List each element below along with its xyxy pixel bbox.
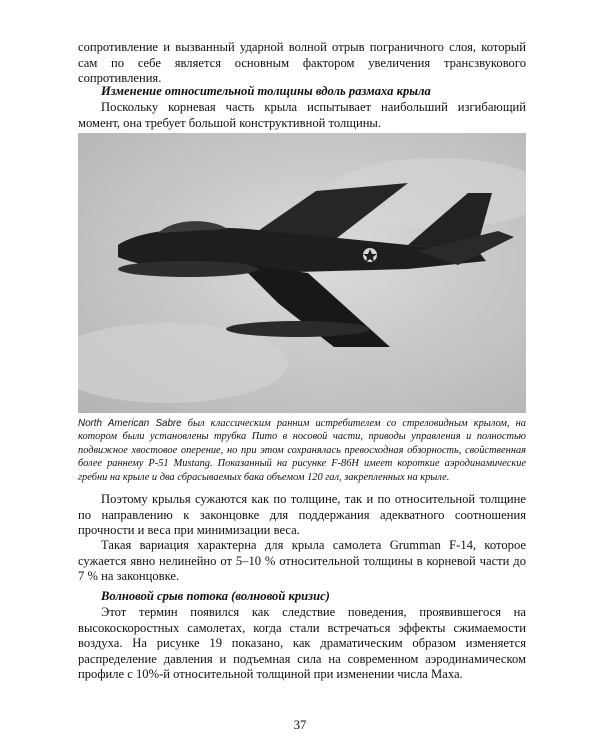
figure-caption bbox=[78, 417, 526, 484]
intro-paragraph: сопротивление и вызванный ударной волной отрыв пограничного слоя, который сам по себе является основным фактором увеличения трансзвукового сопротивления. bbox=[78, 40, 526, 86]
caption-text: был классическим ранним истребителем со стреловидным крылом, на котором были установлены трубка Пито в носовой части, приводы управления и полностью подвижное хвостовое оперение, но при этом сохранялась превосходная обзорность, свойственная более раннему P-51 Mustang. Показанный на рисунке F-86H имеет короткие аэродинамические гребни на крыле и два сбрасываемых бака объемом 120 гал, закрепленных на крыле. bbox=[78, 418, 526, 483]
paragraph-wing-taper: Поэтому крылья сужаются как по толщине, так и по относительной толщине по направлению к законцовке для поддержания адекватного соотношения прочности и веса при минимизации веса. bbox=[78, 492, 526, 538]
section-paragraph-wave-stall: Этот термин появился как следствие поведения, проявившегося на высокоскоростных самолетах, когда стали встречаться эффекты сжимаемости воздуха. На рисунке 19 показано, как драматическим образом изменяется распределение давления и подъемная сила на современном аэродинамическом профиле с 10%-й относительной толщиной при изменении числа Маха. bbox=[78, 605, 526, 682]
caption-aircraft-name: North American Sabre bbox=[78, 418, 182, 429]
paragraph-grumman-f14: Такая вариация характерна для крыла самолета Grumman F-14, которое сужается явно нелинейно от 5–10 % относительной толщины в корневой части до 7 % на законцовке. bbox=[78, 538, 526, 584]
page-number: 37 bbox=[293, 718, 307, 732]
aircraft-photo bbox=[78, 133, 526, 413]
section-heading-thickness: Изменение относительной толщины вдоль размаха крыла bbox=[101, 84, 431, 98]
sabre-jet-illustration bbox=[78, 133, 526, 413]
section-paragraph-root-thickness: Поскольку корневая часть крыла испытывает наибольший изгибающий момент, она требует большой конструктивной толщины. bbox=[78, 100, 526, 130]
section-heading-wave-stall: Волновой срыв потока (волновой кризис) bbox=[101, 589, 330, 603]
